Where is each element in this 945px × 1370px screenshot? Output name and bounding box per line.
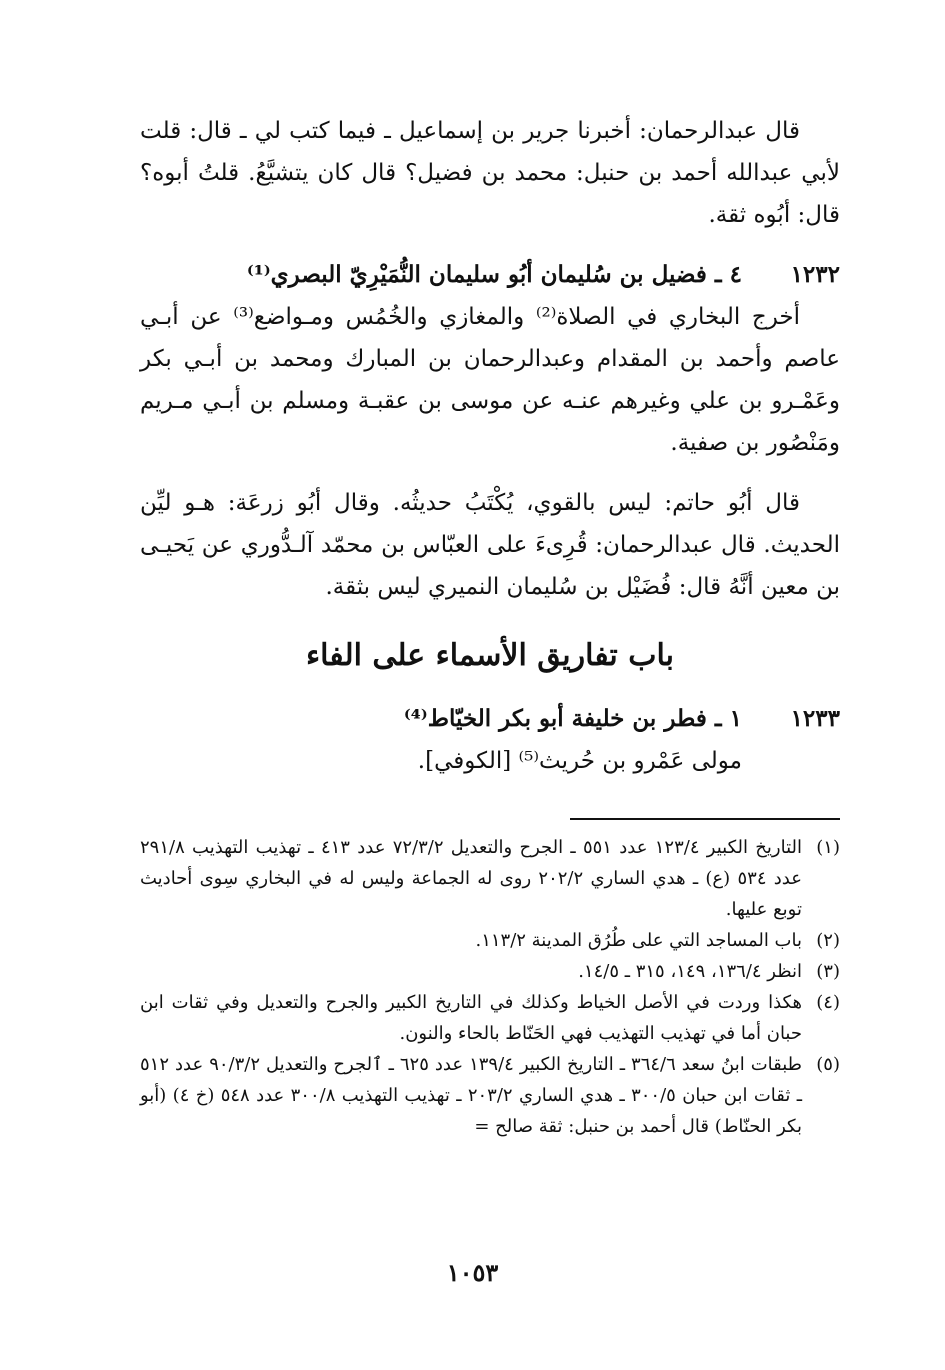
footnote-text: انظر ١٣٦/٤، ١٤٩، ٣١٥ ـ ١٤/٥. xyxy=(578,961,802,982)
footnote-number: (٤) xyxy=(816,992,840,1013)
footnote-text: التاريخ الكبير ١٢٣/٤ عدد ٥٥١ ـ الجرح والتعديل ٧٢/٣/٢ عدد ٤١٣ ـ تهذيب التهذيب ٢٩١/٨ عدد ٥٣٤ (ع) ـ هدي الساري ٢٠٢/٢ روى له الجماعة وليس له في البخاري سِوى أحاديث توبع عليها. xyxy=(140,837,803,920)
footnote-number: (٣) xyxy=(816,961,840,982)
entry-number: ١٢٣٣ xyxy=(790,705,840,732)
footnote xyxy=(140,987,840,1049)
entry-1233-subline: مولى عَمْرو بن حُريث⁽⁵⁾ [الكوفي]. xyxy=(417,748,742,774)
footnote xyxy=(140,832,840,925)
footnote-number: (٥) xyxy=(816,1054,840,1075)
page-number: ١٠٥٣ xyxy=(446,1258,499,1287)
entry-1233-heading xyxy=(140,698,840,740)
section-title: باب تفاريق الأسماء على الفاء xyxy=(306,638,674,673)
entry-number: ١٢٣٢ xyxy=(790,261,840,288)
footnote-number: (٢) xyxy=(816,930,840,951)
footnote-text: هكذا وردت في الأصل الخياط وكذلك في التاريخ الكبير والجرح والتعديل وفي ثقات ابن حبان أما في تهذيب التهذيب فهي الحَنّاط بالحاء والنون. xyxy=(140,992,802,1044)
footnotes xyxy=(140,832,840,1142)
entry-title: ١ ـ فطر بن خليفة أبو بكر الخيّاط⁽⁴⁾ xyxy=(403,705,742,732)
footnote xyxy=(140,956,840,987)
intro-paragraph: قال عبدالرحمان: أخبرنا جرير بن إسماعيل ـ فيما كتب لي ـ قال: قلت لأبي عبدالله أحمد بن حنبل: محمد بن فضيل؟ قال كان يتشيَّعُ. قلتُ أبوه؟ قال: أبُوه ثقة. xyxy=(140,118,840,228)
footnote xyxy=(140,1049,840,1142)
footnote-number: (١) xyxy=(816,837,840,858)
footnote-text: باب المساجد التي على طُرُق المدينة ١١٣/٢. xyxy=(475,930,802,951)
footnote-text: طبقات ابنُ سعد ٣٦٤/٦ ـ التاريخ الكبير ١٣٩/٤ عدد ٦٢٥ ـ ٱلجرح والتعديل ٩٠/٣/٢ عدد ٥١٢ ـ ثقات ابن حبان ٣٠٠/٥ ـ هدي الساري ٢٠٣/٢ ـ تهذيب التهذيب ٣٠٠/٨ عدد ٥٤٨ (خ ٤) (أبو بكر الحنّاط) قال أحمد بن حنبل: ثقة صالح = xyxy=(140,1054,803,1137)
entry-title: ٤ ـ فضيل بن سُليمان أبُو سليمان النُّمَيْرِيّ البصري⁽¹⁾ xyxy=(246,261,742,288)
entry-1232-paragraph-2: قال أبُو حاتم: ليس بالقوي، يُكْتَبُ حديثُه. وقال أبُو زرعَة: هـو ليِّن الحديث. قال عبدالرحمان: قُرِىءَ على العبّاس بن محمّد آلـدُّوري عن يَحيـى بن معين أنَّهُ قال: فُضَيْل بن سُليمان النميري ليس بثقة. xyxy=(140,490,840,600)
footnote-divider xyxy=(570,818,840,820)
footnote xyxy=(140,925,840,956)
page-body xyxy=(140,110,840,1142)
entry-1232-heading xyxy=(140,254,840,296)
entry-1232-paragraph-1: أخرج البخاري في الصلاة⁽²⁾ والمغازي والخُمُس ومـواضع⁽³⁾ عن أبـي عاصم وأحمد بن المقدام وعبدالرحمان بن المبارك ومحمد بن أبـي بكر وعَمْـرو بن علي وغيرهم عنـه عن موسى بن عقبـة ومسلم بن أبـي مـريم ومَنْصُور بن صفية. xyxy=(140,304,840,456)
